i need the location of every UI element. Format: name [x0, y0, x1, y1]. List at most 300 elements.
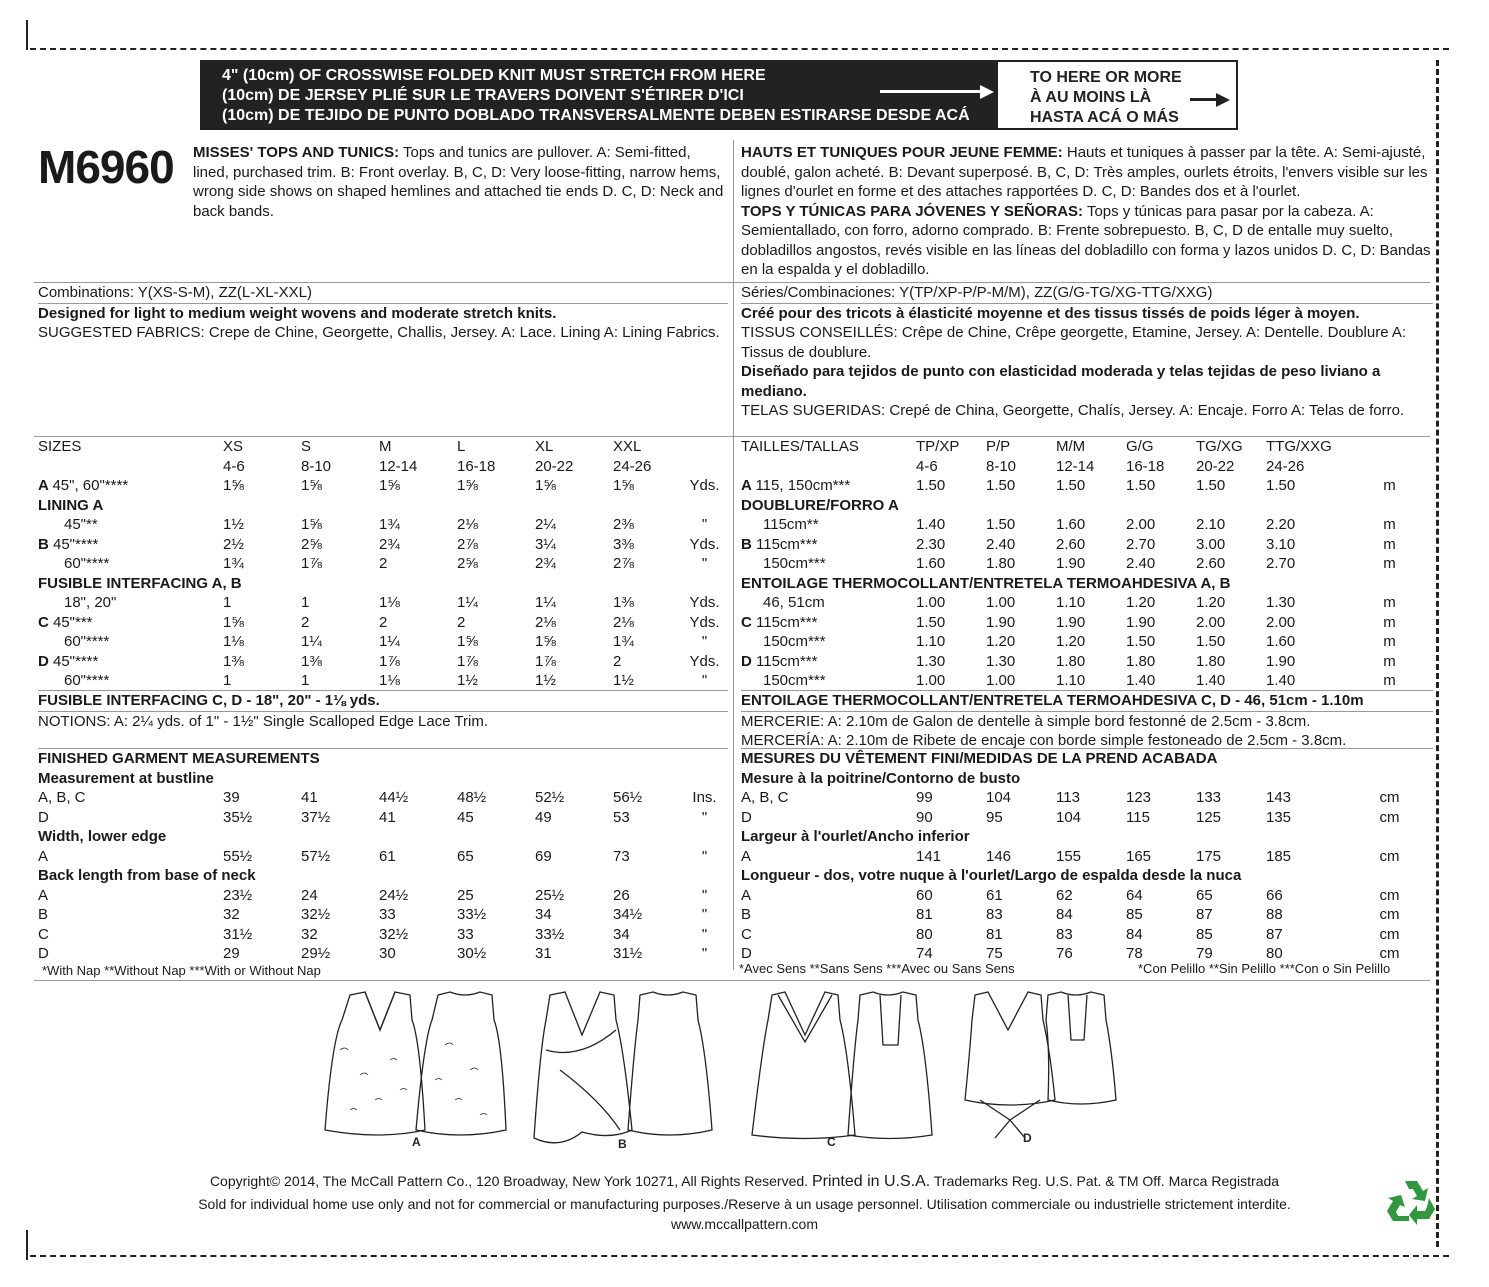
size-code: XS: [223, 438, 244, 455]
cell-value: 48½: [457, 789, 487, 806]
en-size-header: [38, 437, 728, 457]
cell-value: 84: [1056, 906, 1073, 923]
row-label: D: [741, 945, 752, 962]
unit: m: [1383, 535, 1396, 553]
divider: [34, 980, 1430, 981]
cell-value: 73: [613, 847, 630, 865]
row-label: 46, 51cm: [763, 594, 825, 611]
en-yardage-row: [38, 671, 728, 691]
cell-value: 146: [986, 847, 1012, 865]
cell-value: 1.50: [1056, 477, 1086, 494]
row-label: D: [38, 945, 49, 962]
en-fabric-info: [38, 283, 728, 343]
fr-description-title: HAUTS ET TUNIQUES POUR JEUNE FEMME:: [741, 144, 1063, 161]
cell-value: 1.50: [1126, 633, 1156, 650]
cell-value: 2.70: [1266, 555, 1296, 572]
row-label: [38, 652, 223, 672]
en-yardage-row: [38, 613, 728, 633]
cut-line-bottom: [30, 1255, 1449, 1257]
cell-value: 1.00: [986, 594, 1016, 611]
cell-value: 80: [1266, 945, 1283, 962]
size-range: 4-6: [223, 457, 245, 475]
cell-value: 2.10: [1196, 516, 1226, 533]
unit: Yds.: [689, 594, 720, 611]
cell-value: 1⅝: [223, 613, 244, 631]
cell-value: 37½: [301, 808, 331, 826]
width-label: 115, 150cm***: [755, 477, 851, 494]
gauge-to-here: [996, 60, 1238, 130]
cell-value: 29½: [301, 945, 331, 962]
printed-in-text: Printed in U.S.A.: [811, 1173, 931, 1190]
cell-value: 1.30: [916, 652, 946, 670]
column-divider: [733, 140, 734, 970]
row-label: A: [741, 886, 752, 904]
cell-value: 90: [916, 808, 933, 826]
cell-value: 2¾: [379, 535, 400, 553]
cell-value: 26: [613, 886, 630, 904]
row-label: A: [741, 847, 752, 865]
cell-value: 2⅝: [457, 555, 478, 572]
cell-value: 2⅛: [613, 613, 634, 631]
trademark-text: Trademarks Reg. U.S. Pat. & TM Off. Marca Registrada: [933, 1173, 1280, 1189]
cell-value: 56½: [613, 789, 643, 806]
unit: cm: [1379, 886, 1400, 904]
cell-value: 1.50: [1126, 477, 1156, 494]
width-label: 45"***: [53, 613, 93, 631]
cell-value: 65: [457, 847, 474, 865]
es-description-title: TOPS Y TÚNICAS PARA JÓVENES Y SEÑORAS:: [741, 202, 1084, 220]
view-a-back-drawing: [416, 992, 506, 1135]
cell-value: 45: [457, 808, 474, 826]
unit: Yds.: [689, 535, 720, 553]
cell-value: 1½: [457, 672, 478, 689]
cell-value: 104: [1056, 808, 1082, 826]
cell-value: 1.20: [986, 633, 1016, 650]
cell-value: 1¼: [379, 633, 400, 650]
fr-finished-row: [741, 808, 1433, 828]
view-c-back-drawing: [848, 992, 932, 1139]
cell-value: 1.20: [1196, 594, 1226, 611]
fr-finished-row: [741, 788, 1433, 808]
cell-value: 3.00: [1196, 535, 1226, 553]
cell-value: 49: [535, 808, 552, 826]
fr-es-combinations: Séries/Combinaciones: Y(TP/XP-P/P-M/M), ZZ(G/G-TG/XG-TTG/XXG): [741, 284, 1213, 301]
row-label: D: [741, 808, 752, 826]
row-label: C: [38, 925, 49, 943]
fr-es-finished-title: MESURES DU VÊTEMENT FINI/MEDIDAS DE LA PREND ACABADA: [741, 750, 1218, 767]
view-label-d: D: [1023, 1131, 1032, 1145]
view-b-back-drawing: [628, 992, 712, 1135]
size-range: 8-10: [301, 457, 332, 475]
cell-value: 1.90: [1126, 613, 1156, 631]
fr-finished-section-row: [741, 769, 1433, 789]
unit: cm: [1379, 808, 1400, 826]
unit: ": [701, 672, 708, 689]
cell-value: 2.70: [1126, 535, 1156, 553]
cell-value: 62: [1056, 886, 1073, 904]
size-range: 12-14: [379, 457, 418, 475]
en-finished-row: [38, 925, 728, 945]
width-label: 115cm***: [756, 535, 818, 553]
en-fusible-cd: FUSIBLE INTERFACING C, D - 18", 20" - 1⅛ yds.: [38, 692, 380, 709]
fr-es-notions-block: [741, 690, 1433, 751]
unit: ": [701, 886, 708, 904]
size-range: 16-18: [1126, 457, 1165, 475]
cell-value: 1⅛: [379, 672, 400, 689]
cell-value: 99: [916, 789, 933, 806]
fr-yardage-section-row: [741, 496, 1433, 516]
fr-finished-row: [741, 925, 1433, 945]
cell-value: 31½: [223, 925, 253, 943]
cell-value: 83: [986, 906, 1003, 923]
unit: ": [701, 906, 708, 923]
cell-value: 41: [379, 808, 396, 826]
cell-value: 2: [613, 652, 622, 670]
en-suggested-fabrics: SUGGESTED FABRICS: Crepe de Chine, Georgette, Challis, Jersey. A: Lace. Lining A: Lining Fabrics.: [38, 324, 720, 341]
unit: Ins.: [692, 789, 717, 806]
cell-value: 84: [1126, 925, 1143, 943]
gauge-to-line-fr: À AU MOINS LÀ: [1030, 89, 1152, 106]
view-d-back-drawing: [1046, 992, 1116, 1104]
fr-es-yardage-table: [741, 437, 1433, 691]
size-range: 12-14: [1056, 457, 1095, 475]
fr-designed-for: Créé pour des tricots à élasticité moyenne et des tissus tissés de poids léger à moyen.: [741, 304, 1360, 322]
cell-value: 24: [301, 886, 318, 904]
row-label: 150cm***: [763, 672, 826, 689]
cell-value: 1⅞: [457, 652, 478, 670]
cell-value: 87: [1266, 925, 1283, 943]
cell-value: 1⅝: [301, 477, 322, 494]
cell-value: 75: [986, 945, 1003, 962]
cell-value: 1.50: [916, 477, 946, 494]
en-yardage-row: [38, 476, 728, 496]
fr-mercerie: MERCERIE: A: 2.10m de Galon de dentelle à simple bord festonné de 2.5cm - 3.8cm.: [741, 711, 1433, 732]
size-code: TTG/XXG: [1266, 438, 1332, 455]
en-yardage-table: [38, 437, 728, 691]
cell-value: 1.60: [916, 555, 946, 572]
row-label: A, B, C: [741, 789, 789, 806]
view-letter: D: [741, 652, 756, 670]
cell-value: 1.90: [1266, 652, 1296, 670]
fr-yardage-row: [741, 515, 1433, 535]
unit: m: [1383, 594, 1396, 611]
unit: ": [701, 633, 708, 650]
en-finished-measurements-table: [38, 748, 728, 964]
width-label: 45"****: [53, 535, 99, 553]
width-label: 45", 60"****: [52, 477, 129, 494]
en-finished-row: [38, 808, 728, 828]
section-heading: Back length from base of neck: [38, 867, 256, 884]
row-label: [38, 613, 223, 633]
size-code: M: [379, 438, 392, 455]
cell-value: 1⅝: [379, 477, 400, 494]
garment-illustrations: [320, 990, 1120, 1160]
row-label: D: [38, 808, 49, 826]
fr-size-ranges: [741, 457, 1433, 477]
es-nap-note: *Con Pelillo **Sin Pelillo ***Con o Sin Pelillo: [1138, 961, 1391, 976]
cell-value: 1⅜: [223, 652, 244, 670]
gauge-line-en: 4" (10cm) OF CROSSWISE FOLDED KNIT MUST STRETCH FROM HERE: [222, 67, 766, 84]
cell-value: 1.80: [1126, 652, 1156, 670]
cell-value: 64: [1126, 886, 1143, 904]
cell-value: 1.50: [986, 516, 1016, 533]
section-heading: Measurement at bustline: [38, 769, 214, 787]
size-range: 8-10: [986, 457, 1017, 475]
view-label-c: C: [827, 1135, 836, 1149]
cell-value: 1.20: [1126, 594, 1156, 611]
cell-value: 30½: [457, 945, 487, 962]
fr-nap-note: *Avec Sens **Sans Sens ***Avec ou Sans Sens: [739, 961, 1015, 976]
unit: ": [701, 847, 708, 865]
fr-size-header: [741, 437, 1433, 457]
fr-finished-section-row: [741, 827, 1433, 847]
cell-value: 2⅜: [613, 516, 634, 533]
cell-value: 2.40: [986, 535, 1016, 553]
cell-value: 2: [457, 613, 466, 631]
cell-value: 2⅝: [301, 535, 322, 553]
cell-value: 1.10: [1056, 672, 1086, 689]
fr-yardage-row: [741, 652, 1433, 672]
cell-value: 1.40: [1126, 672, 1156, 689]
cell-value: 2.20: [1266, 516, 1296, 533]
en-yardage-row: [38, 515, 728, 535]
cell-value: 55½: [223, 847, 253, 865]
cell-value: 1.50: [986, 477, 1016, 494]
cell-value: 1⅛: [379, 594, 400, 611]
cell-value: 81: [986, 925, 1003, 943]
cell-value: 1¼: [301, 633, 322, 650]
unit: m: [1383, 672, 1396, 689]
cell-value: 66: [1266, 886, 1283, 904]
fr-es-fabric-info: [741, 283, 1433, 421]
sizes-label: SIZES: [38, 438, 82, 455]
footer-website[interactable]: www.mccallpattern.com: [670, 1216, 819, 1232]
fr-yardage-row: [741, 613, 1433, 633]
cell-value: 33½: [535, 925, 565, 943]
cell-value: 123: [1126, 789, 1152, 806]
cell-value: 79: [1196, 945, 1213, 962]
unit: m: [1383, 516, 1396, 533]
cell-value: 1.30: [1266, 594, 1296, 611]
view-letter: A: [38, 477, 53, 494]
cell-value: 125: [1196, 808, 1222, 826]
cell-value: 3¼: [535, 535, 556, 553]
cell-value: 1⅞: [379, 652, 400, 670]
width-label: 115cm***: [756, 613, 818, 631]
row-label: 60"****: [64, 555, 110, 572]
cell-value: 1.50: [1196, 477, 1226, 494]
row-label: 115cm**: [763, 516, 819, 533]
view-d-front-drawing: [965, 992, 1055, 1138]
cell-value: 1⅛: [223, 633, 244, 650]
unit: Yds.: [689, 477, 720, 494]
cell-value: 33: [379, 906, 396, 923]
cell-value: 104: [986, 789, 1012, 806]
cell-value: 1⅜: [613, 594, 634, 611]
cell-value: 1¼: [457, 594, 478, 611]
unit: cm: [1379, 789, 1400, 806]
cell-value: 2.60: [1196, 555, 1226, 572]
cell-value: 65: [1196, 886, 1213, 904]
es-suggested-fabrics: TELAS SUGERIDAS: Crepé de China, Georgette, Chalís, Jersey. A: Encaje. Forro A: Telas de forro.: [741, 402, 1405, 419]
cell-value: 1⅝: [457, 633, 478, 650]
cell-value: 53: [613, 808, 630, 826]
size-code: P/P: [986, 438, 1011, 455]
cell-value: 1¾: [223, 555, 244, 572]
size-code: XL: [535, 438, 554, 455]
row-label: A, B, C: [38, 789, 86, 806]
arrow-right-icon: [1190, 98, 1226, 101]
row-label: 18", 20": [64, 594, 117, 611]
section-heading: ENTOILAGE THERMOCOLLANT/ENTRETELA TERMOAHDESIVA A, B: [741, 574, 1231, 592]
cell-value: 2¾: [535, 555, 556, 572]
en-finished-title: FINISHED GARMENT MEASUREMENTS: [38, 750, 320, 767]
cell-value: 1.60: [1056, 516, 1086, 533]
en-yardage-row: [38, 535, 728, 555]
cell-value: 2.30: [916, 535, 946, 553]
cell-value: 81: [916, 906, 933, 923]
view-a-front-drawing: [325, 992, 425, 1135]
fr-suggested-fabrics: TISSUS CONSEILLÉS: Crêpe de Chine, Crêpe georgette, Etamine, Jersey. A: Dentelle. Doublure A: Tissus de doublure.: [741, 324, 1407, 361]
row-label: C: [741, 925, 752, 943]
en-yardage-row: [38, 593, 728, 613]
cell-value: 2¼: [535, 516, 556, 533]
cell-value: 1⅝: [535, 633, 556, 650]
row-label: 60"****: [64, 672, 110, 689]
size-range: 20-22: [1196, 457, 1235, 475]
cell-value: 1.10: [916, 633, 946, 650]
gauge-line-es: (10cm) DE TEJIDO DE PUNTO DOBLADO TRANSVERSALMENTE DEBEN ESTIRARSE DESDE ACÁ: [222, 107, 970, 124]
cell-value: 2.00: [1196, 613, 1226, 631]
width-label: 45"****: [53, 652, 99, 670]
section-heading: Mesure à la poitrine/Contorno de busto: [741, 769, 1021, 787]
cell-value: 1.30: [986, 652, 1016, 670]
unit: ": [701, 945, 708, 962]
cell-value: 35½: [223, 808, 253, 826]
cell-value: 1⅝: [301, 516, 322, 533]
cell-value: 25½: [535, 886, 565, 904]
en-size-ranges: [38, 457, 728, 477]
en-description: [193, 143, 728, 221]
cell-value: 1¼: [535, 594, 556, 611]
size-code: G/G: [1126, 438, 1154, 455]
cell-value: 34½: [613, 906, 643, 923]
fr-es-finished-measurements-table: [741, 748, 1433, 964]
row-label: 150cm***: [763, 633, 826, 650]
cell-value: 31: [535, 945, 552, 962]
cell-value: 2.00: [1126, 516, 1156, 533]
cell-value: 113: [1056, 789, 1080, 806]
stretch-gauge: [200, 60, 1238, 130]
es-designed-for: Diseñado para tejidos de punto con elasticidad moderada y telas tejidas de peso liviano a mediano.: [741, 363, 1381, 400]
cell-value: 76: [1056, 945, 1073, 962]
cell-value: 1.80: [986, 555, 1016, 572]
cell-value: 33½: [457, 906, 487, 923]
cell-value: 1.90: [1056, 613, 1086, 631]
en-notions: NOTIONS: A: 2¼ yds. of 1" - 1½" Single Scalloped Edge Lace Trim.: [38, 711, 728, 732]
cell-value: 33: [457, 925, 474, 943]
unit: m: [1383, 613, 1396, 631]
section-heading: Longueur - dos, votre nuque à l'ourlet/Largo de espalda desde la nuca: [741, 867, 1242, 884]
row-label: [38, 476, 223, 496]
cell-value: 1⅝: [535, 477, 556, 494]
cell-value: 2.00: [1266, 613, 1296, 631]
cell-value: 2⅞: [457, 535, 478, 553]
unit: ": [701, 925, 708, 943]
cell-value: 39: [223, 789, 240, 806]
cell-value: 175: [1196, 847, 1222, 865]
unit: ": [701, 555, 708, 572]
cell-value: 30: [379, 945, 396, 962]
cell-value: 2: [379, 555, 388, 572]
unit: cm: [1379, 925, 1400, 943]
view-letter: C: [38, 613, 53, 631]
en-finished-row: [38, 788, 728, 808]
pattern-number: M6960: [38, 141, 174, 193]
cell-value: 32½: [379, 925, 409, 943]
size-code: TG/XG: [1196, 438, 1243, 455]
cell-value: 1.00: [916, 672, 946, 689]
cell-value: 143: [1266, 789, 1292, 806]
copyright-text: Copyright© 2014, The McCall Pattern Co., 120 Broadway, New York 10271, All Rights Reserved.: [209, 1173, 809, 1189]
cell-value: 3⅜: [613, 535, 634, 553]
en-nap-note: *With Nap **Without Nap ***With or Without Nap: [42, 963, 321, 978]
cell-value: 1: [223, 672, 232, 689]
cell-value: 57½: [301, 847, 331, 865]
size-range: 20-22: [535, 457, 574, 475]
cell-value: 1.50: [1266, 477, 1296, 494]
cell-value: 87: [1196, 906, 1213, 923]
cell-value: 1.90: [986, 613, 1016, 631]
cell-value: 78: [1126, 945, 1143, 962]
fr-finished-section-row: [741, 866, 1433, 886]
row-label: [741, 652, 916, 672]
view-letter: C: [741, 613, 756, 631]
cell-value: 83: [1056, 925, 1073, 943]
recycle-icon: [1385, 1177, 1437, 1227]
en-finished-section-row: [38, 866, 728, 886]
corner-mark-top-left: [26, 20, 28, 50]
en-finished-section-row: [38, 769, 728, 789]
en-finished-section-row: [38, 827, 728, 847]
cell-value: 1.80: [1196, 652, 1226, 670]
cell-value: 2⅞: [613, 555, 634, 572]
size-code: S: [301, 438, 312, 455]
cell-value: 1¾: [379, 516, 400, 533]
en-finished-row: [38, 905, 728, 925]
row-label: [741, 476, 916, 496]
row-label: [38, 535, 223, 555]
cell-value: 1.10: [1056, 594, 1086, 611]
view-letter: A: [741, 477, 756, 494]
unit: Yds.: [689, 613, 720, 631]
cell-value: 2.60: [1056, 535, 1086, 553]
cell-value: 34: [613, 925, 630, 943]
size-code: M/M: [1056, 438, 1086, 455]
section-heading: Largeur à l'ourlet/Ancho inferior: [741, 828, 970, 845]
gauge-from-here: [200, 60, 996, 130]
cell-value: 2.40: [1126, 555, 1156, 572]
cell-value: 1⅜: [301, 652, 322, 670]
cell-value: 44½: [379, 789, 409, 806]
row-label: 45"**: [64, 516, 98, 533]
cell-value: 3.10: [1266, 535, 1296, 553]
view-letter: D: [38, 652, 53, 670]
fr-yardage-row: [741, 535, 1433, 555]
en-yardage-section-row: [38, 574, 728, 594]
cell-value: 69: [535, 847, 552, 865]
en-notions-block: [38, 690, 728, 731]
